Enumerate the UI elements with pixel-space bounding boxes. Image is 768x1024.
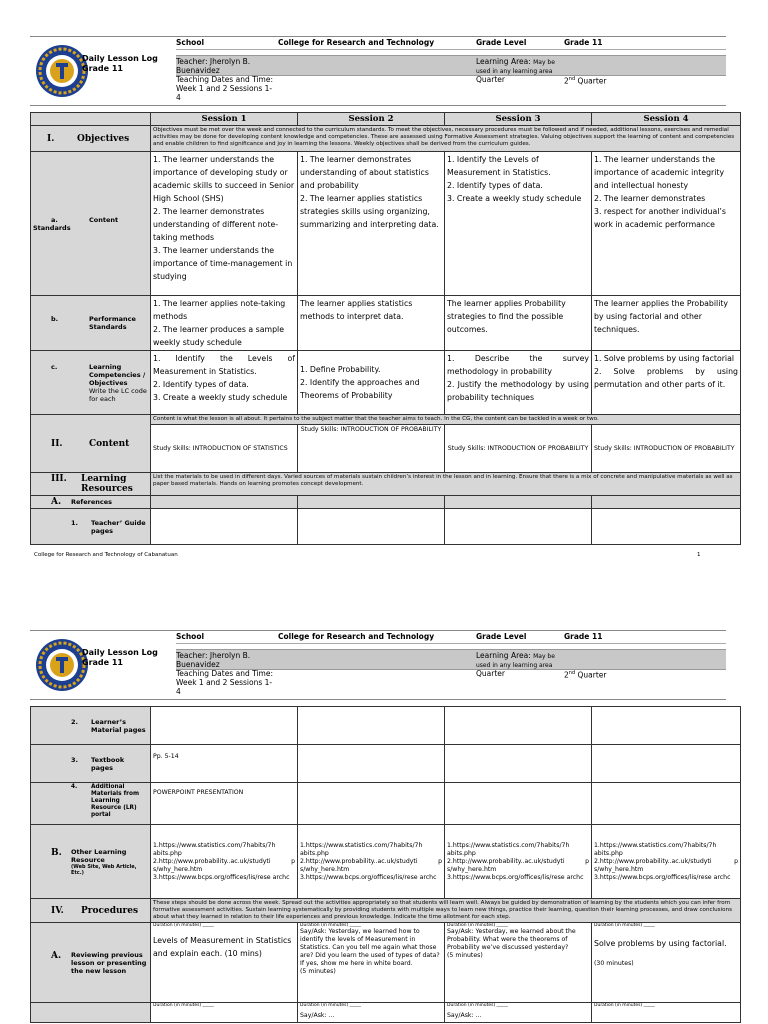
textbook-s4 — [592, 745, 741, 783]
page-footer: College for Research and Technology of Cabanatuan — [34, 552, 178, 558]
reviewing-s4-time: (30 minutes) — [594, 960, 634, 967]
learner-material-s3 — [445, 707, 592, 745]
teacher-guide-row — [31, 509, 741, 545]
competencies-label — [31, 351, 151, 415]
page-number: 1 — [697, 552, 701, 558]
dll-title — [82, 648, 158, 668]
dll-title-line: Daily Lesson Log — [82, 648, 158, 657]
learning-area-label: Learning Area: — [476, 57, 531, 66]
quarter-num: 2 — [564, 670, 569, 680]
content-label — [31, 415, 151, 473]
references-letter: A. — [51, 497, 62, 507]
objectives-title: Objectives — [77, 133, 130, 144]
dates-line-2: Week 1 and 2 Sessions 1- — [176, 84, 273, 93]
blank-corner — [31, 113, 151, 126]
performance-standards-row — [31, 296, 741, 351]
learner-material-row — [31, 707, 741, 745]
competencies-sublabel: Write the LC code for each — [89, 386, 147, 403]
content-standards-s4: 1. The learner understands the importance of academic integrity and intellectual honesty 2. The learner demonstrates 3. respect for another individual’s work in academic performance — [592, 152, 741, 296]
teacher-guide-title: Teacher’ Guide pages — [91, 518, 146, 535]
content-standards-s1: 1. The learner understands the importance of developing study or academic skills to succeed in Senior High School (SHS) 2. The learner demonstrates understanding of different note-taking methods 3. The learner understands the importance of time-management in studying — [151, 152, 298, 296]
references-s2 — [298, 496, 445, 509]
dates-line-3: 4 — [176, 687, 181, 696]
additional-materials-title: Additional Materials from Learning Resource (LR) portal — [91, 784, 139, 818]
duration-field: Duration (in minutes) _____ — [300, 923, 361, 928]
session-3-header: Session 3 — [445, 113, 592, 126]
content-s2: Study Skills: INTRODUCTION OF PROBABILITY — [298, 425, 445, 473]
teacher-line-2: Buenavidez — [176, 66, 220, 75]
school-value: College for Research and Technology — [278, 632, 435, 641]
textbook-label — [31, 745, 151, 783]
dll-grade-line: Grade 11 — [82, 658, 123, 667]
duration-field: Duration (in minutes) _____ — [153, 1003, 214, 1008]
textbook-num: 3. — [71, 755, 78, 764]
content-standards-s2: 1. The learner demonstrates understanding of about statistics and probability 2. The learner applies statistics strategies skills using organizing, summarizing and interpreting data. — [298, 152, 445, 296]
lesson-header — [30, 36, 726, 106]
textbook-s1: Pp. 5-14 — [151, 745, 298, 783]
learning-area-value-2: used in any learning area — [476, 662, 553, 669]
quarter-label: Quarter — [476, 669, 505, 678]
content-standards-s3: 1. Identify the Levels of Measurement in Statistics. 2. Identify types of data. 3. Create a weekly study schedule — [445, 152, 592, 296]
performance-standards-s4: The learner applies the Probability by using factorial and other techniques. — [592, 296, 741, 351]
content-standards-row — [31, 152, 741, 296]
other-resources-title: Other Learning Resource — [71, 847, 127, 864]
other-resources-label — [31, 825, 151, 899]
quarter-value — [564, 669, 607, 680]
duration-field: Duration (in minutes) _____ — [447, 1003, 508, 1008]
reviewing-letter: A. — [51, 950, 62, 961]
quarter-label: Quarter — [476, 75, 505, 84]
quarter-sup: nd — [568, 670, 576, 676]
quarter-word: Quarter — [577, 670, 607, 680]
session-4-header: Session 4 — [592, 113, 741, 126]
teacher-guide-num: 1. — [71, 518, 78, 527]
competencies-s1: 1. Identify the Levels of Measurement in Statistics. 2. Identify types of data. 3. Create a weekly study schedule — [151, 351, 298, 415]
next-s1 — [151, 1003, 298, 1023]
additional-materials-s2 — [298, 783, 445, 825]
textbook-s3 — [445, 745, 592, 783]
dll-title-line: Daily Lesson Log — [82, 54, 158, 63]
additional-materials-num: 4. — [71, 784, 78, 790]
objectives-note: Objectives must be met over the week and connected to the curriculum standards. To meet the objectives, necessary procedures must be followed and if needed, additional lessons, exercises and remedial activities may be done for developing content knowledge and competencies. These are assessed using Formative Assessment strategies. Valuing objectives support the learning of content and competencies and enable children to find significance and joy in learning the lessons. Weekly objectives shall be derived from the curriculum guides. — [151, 126, 741, 152]
next-s3-text: Say/Ask: ... — [447, 1012, 482, 1019]
lesson-header-2 — [30, 630, 726, 700]
reviewing-row — [31, 923, 741, 1003]
other-resources-row — [31, 825, 741, 899]
competencies-letter: c. — [51, 362, 58, 371]
teacher-guide-s1 — [151, 509, 298, 545]
duration-field: Duration (in minutes) _____ — [594, 923, 655, 928]
content-note: Content is what the lesson is all about. It pertains to the subject matter that the teacher aims to teach. In the CG, the content can be tackled in a week or two. — [151, 415, 741, 425]
learner-material-s1 — [151, 707, 298, 745]
grade-level-label: Grade Level — [476, 632, 527, 641]
reviewing-s1-text: Levels of Measurement in Statistics and explain each. (10 mins) — [153, 936, 292, 958]
teacher-guide-s4 — [592, 509, 741, 545]
dates-line-3: 4 — [176, 93, 181, 102]
resources-label — [31, 473, 151, 496]
teacher-guide-s2 — [298, 509, 445, 545]
references-s3 — [445, 496, 592, 509]
other-resources-s2: 1.https://www.statistics.com/7habits/7h abits.php 2.http://www.probability..ac.uk/studyti p s/why_here.htm 3.https://www.bcps.org/offices/lis/rese archc — [298, 825, 445, 899]
reviewing-label — [31, 923, 151, 1003]
other-resources-s1: 1.https://www.statistics.com/7habits/7h abits.php 2.http://www.probability..ac.uk/studyti p s/why_here.htm 3.https://www.bcps.org/offices/lis/rese archc — [151, 825, 298, 899]
performance-standards-title: Performance Standards — [89, 315, 136, 331]
other-resources-s3: 1.https://www.statistics.com/7habits/7h abits.php 2.http://www.probability..ac.uk/studyti p s/why_here.htm 3.https://www.bcps.org/offices/lis/rese archc — [445, 825, 592, 899]
teacher-line-1: Teacher: Jherolyn B. — [176, 57, 251, 66]
additional-materials-row — [31, 783, 741, 825]
learning-area-value: May be — [533, 653, 555, 660]
teaching-dates — [176, 75, 273, 102]
references-label — [31, 496, 151, 509]
textbook-s2 — [298, 745, 445, 783]
textbook-row — [31, 745, 741, 783]
resources-note: List the materials to be used in different days. Varied sources of materials sustain children’s interest in the lesson and in learning. Ensure that there is a mix of concrete and manipulative materials as well as paper based materials. Hands on learning promotes concept development. — [151, 473, 741, 496]
school-label: School — [176, 38, 205, 47]
learning-area — [476, 651, 555, 670]
dll-grade-line: Grade 11 — [82, 64, 123, 73]
grade-level-value: Grade 11 — [564, 38, 603, 47]
learning-area — [476, 57, 555, 76]
learning-area-value: May be — [533, 59, 555, 66]
duration-field: Duration (in minutes) _____ — [594, 1003, 655, 1008]
performance-standards-s3: The learner applies Probability strategies to find the possible outcomes. — [445, 296, 592, 351]
competencies-s3: 1. Describe the survey methodology in probability 2. Justify the methodology by using probability techniques — [445, 351, 592, 415]
learner-material-num: 2. — [71, 717, 78, 726]
session-header-row — [31, 113, 741, 126]
quarter-value — [564, 75, 607, 86]
school-label: School — [176, 632, 205, 641]
reviewing-s2 — [298, 923, 445, 1003]
references-s4 — [592, 496, 741, 509]
procedures-label — [31, 899, 151, 923]
other-resources-letter: B. — [51, 847, 62, 858]
content-note-row — [31, 415, 741, 425]
procedures-note: These steps should be done across the week. Spread out the activities appropriately so that students will learn well. Always be guided by demonstration of learning by the students which you can infer from formative assessment activities. Sustain learning systematically by providing students with multiple ways to learn new things, practice their learning, question their learning processes, and draw conclusions about what they learned in relation to their life experiences and previous knowledge. Indicate the time allotment for each step. — [151, 899, 741, 923]
content-s1: Study Skills: INTRODUCTION OF STATISTICS — [151, 425, 298, 473]
other-resources-s4: 1.https://www.statistics.com/7habits/7h abits.php 2.http://www.probability..ac.uk/studyti p s/why_here.htm 3.https://www.bcps.org/offices/lis/rese archc — [592, 825, 741, 899]
quarter-num: 2 — [564, 76, 569, 86]
references-s1 — [151, 496, 298, 509]
content-title: Content — [89, 438, 130, 449]
next-s3 — [445, 1003, 592, 1023]
competencies-row — [31, 351, 741, 415]
session-2-header: Session 2 — [298, 113, 445, 126]
objectives-num: I. — [47, 133, 55, 144]
reviewing-s3 — [445, 923, 592, 1003]
dll-title — [82, 54, 158, 74]
reviewing-s4-text: Solve problems by using factorial. — [594, 939, 727, 948]
grade-level-value: Grade 11 — [564, 632, 603, 641]
dll-table-page-1 — [30, 112, 741, 545]
resources-num: III. — [51, 474, 67, 484]
learning-area-value-2: used in any learning area — [476, 68, 553, 75]
teacher-guide-s3 — [445, 509, 592, 545]
quarter-word: Quarter — [577, 76, 607, 86]
dll-table-page-2 — [30, 706, 741, 1023]
dates-line-2: Week 1 and 2 Sessions 1- — [176, 678, 273, 687]
reviewing-s3-text: Say/Ask: Yesterday, we learned about the Probability. What were the theorems of Probability we’ve discussed yesterday? (5 minutes) — [447, 928, 576, 959]
performance-standards-letter: b. — [51, 315, 59, 323]
content-standards-label — [31, 152, 151, 296]
header-row-dates — [176, 75, 726, 103]
additional-materials-s1: POWERPOINT PRESENTATION — [151, 783, 298, 825]
resources-title: Learning Resources — [81, 474, 133, 494]
next-s2 — [298, 1003, 445, 1023]
procedures-num: IV. — [51, 905, 64, 916]
additional-materials-label — [31, 783, 151, 825]
competencies-s2: 1. Define Probability. 2. Identify the approaches and Theorems of Probability — [298, 351, 445, 415]
teacher-name — [176, 651, 250, 669]
content-standards-letter: a. — [51, 215, 58, 224]
content-num: II. — [51, 438, 63, 449]
performance-standards-s1: 1. The learner applies note-taking methods 2. The learner produces a sample weekly study schedule — [151, 296, 298, 351]
other-resources-sublabel: (Web Site, Web Article, Etc.) — [71, 863, 137, 876]
references-title: References — [71, 498, 113, 506]
teacher-name — [176, 57, 250, 75]
content-s3: Study Skills: INTRODUCTION OF PROBABILITY — [445, 425, 592, 473]
learning-area-label: Learning Area: — [476, 651, 531, 660]
header-row-teacher — [176, 55, 726, 76]
teacher-guide-label — [31, 509, 151, 545]
procedures-row — [31, 899, 741, 923]
header-row-school — [176, 37, 726, 50]
additional-materials-s3 — [445, 783, 592, 825]
competencies-title: Learning Competencies / Objectives — [89, 362, 146, 387]
teacher-line-1: Teacher: Jherolyn B. — [176, 651, 251, 660]
session-1-header: Session 1 — [151, 113, 298, 126]
learner-material-s4 — [592, 707, 741, 745]
teaching-dates — [176, 669, 273, 696]
next-s2-text: Say/Ask: ... — [300, 1012, 335, 1019]
objectives-row — [31, 126, 741, 152]
references-row — [31, 496, 741, 509]
school-value: College for Research and Technology — [278, 38, 435, 47]
next-s4 — [592, 1003, 741, 1023]
resources-row — [31, 473, 741, 496]
additional-materials-s4 — [592, 783, 741, 825]
objectives-label — [31, 126, 151, 152]
duration-field: Duration (in minutes) _____ — [447, 923, 508, 928]
next-row-label — [31, 1003, 151, 1023]
dates-line-1: Teaching Dates and Time: — [176, 75, 273, 84]
competencies-s4: 1. Solve problems by using factorial 2. Solve problems by using permutation and other parts of it. — [592, 351, 741, 415]
textbook-title: Textbook pages — [91, 755, 125, 772]
reviewing-title: Reviewing previous lesson or presenting the new lesson — [71, 950, 147, 975]
grade-level-label: Grade Level — [476, 38, 527, 47]
learner-material-s2 — [298, 707, 445, 745]
header-row-dates — [176, 669, 726, 697]
content-standards-title: Content Standards — [33, 215, 119, 232]
header-row-school — [176, 631, 726, 644]
reviewing-s2-text: Say/Ask: Yesterday, we learned how to identify the levels of Measurement in Statistics. Can you tell me again what those are? Did you learn the used of types of data? If yes, show me here in white board. (5 minutes) — [300, 928, 440, 975]
duration-field: Duration (in minutes) _____ — [300, 1003, 361, 1008]
procedures-title: Procedures — [81, 905, 139, 916]
teacher-line-2: Buenavidez — [176, 660, 220, 669]
learner-material-label — [31, 707, 151, 745]
next-row — [31, 1003, 741, 1023]
reviewing-s4 — [592, 923, 741, 1003]
quarter-sup: nd — [568, 76, 576, 82]
performance-standards-s2: The learner applies statistics methods to interpret data. — [298, 296, 445, 351]
header-row-teacher — [176, 649, 726, 670]
reviewing-s1 — [151, 923, 298, 1003]
performance-standards-label — [31, 296, 151, 351]
dates-line-1: Teaching Dates and Time: — [176, 669, 273, 678]
page-2 — [0, 620, 768, 1024]
content-s4: Study Skills: INTRODUCTION OF PROBABILITY — [592, 425, 741, 473]
duration-field: Duration (in minutes) _____ — [153, 923, 214, 928]
learner-material-title: Learner’s Material pages — [91, 717, 146, 734]
